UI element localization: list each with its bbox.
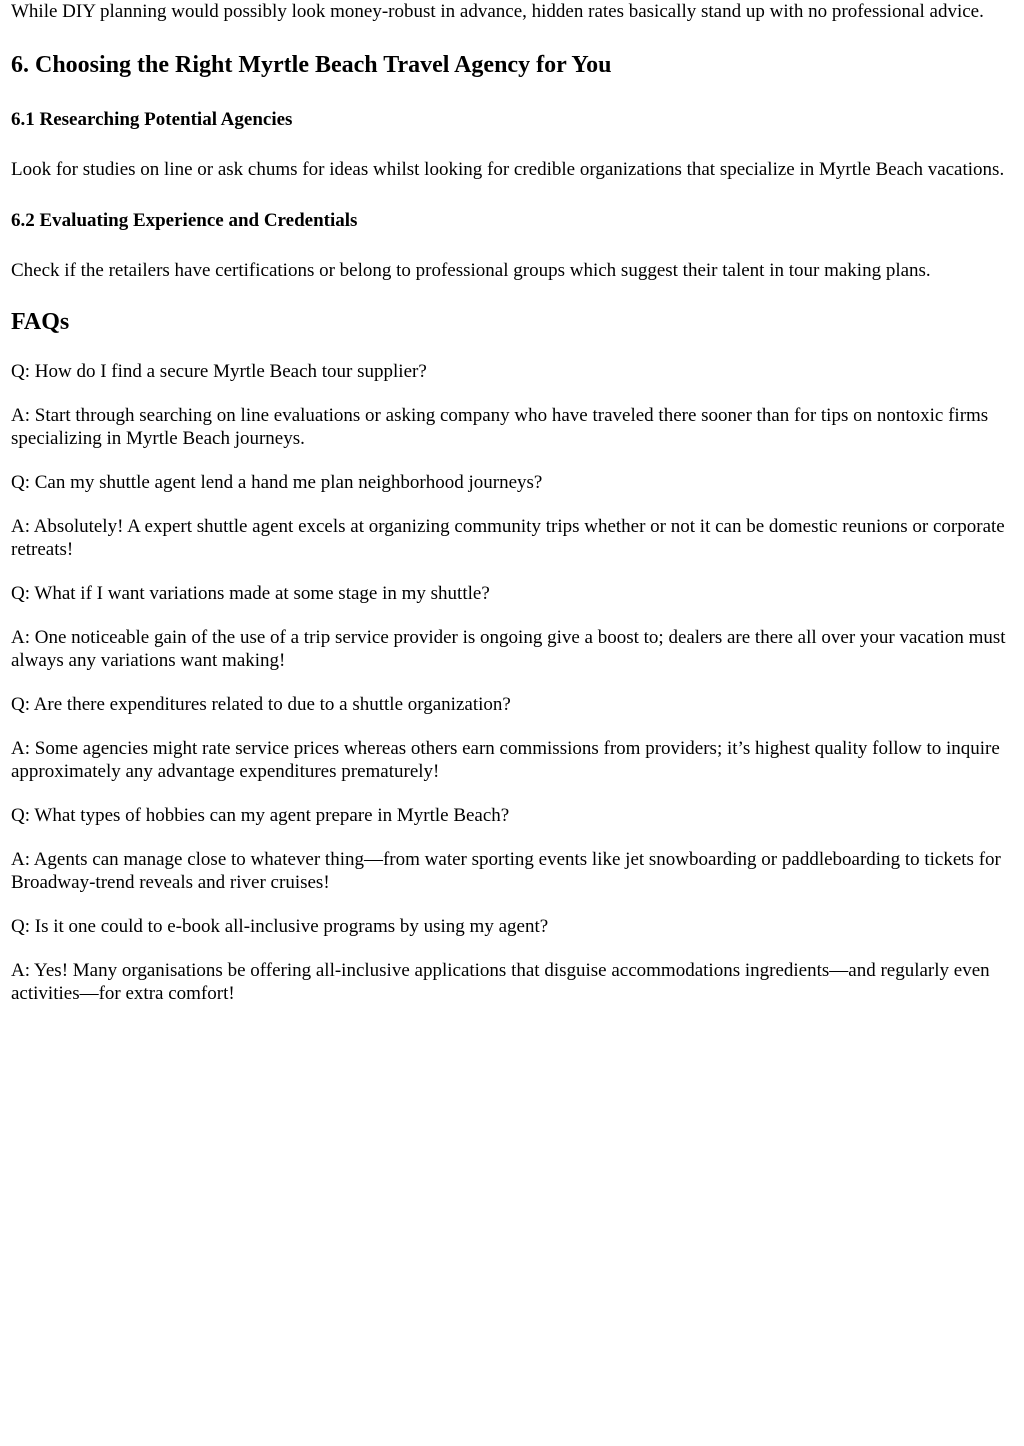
faq-answer: A: Agents can manage close to whatever thing—from water sporting events like jet snowboarding or paddleboarding to tickets for Broadway-trend reveals and river cruises!	[11, 849, 1001, 893]
section-6-2-heading: 6.2 Evaluating Experience and Credentials	[11, 210, 358, 231]
faq-answer: A: Yes! Many organisations be offering all-inclusive applications that disguise accommodations ingredients—and regularly even activities—for extra comfort!	[11, 960, 990, 1004]
faqs-heading: FAQs	[11, 309, 70, 335]
faq-question: Q: Are there expenditures related to due to a shuttle organization?	[11, 694, 511, 715]
faq-answer: A: One noticeable gain of the use of a trip service provider is ongoing give a boost to; dealers are there all over your vacation must always any variations want making!	[11, 627, 1006, 671]
section-6-1-paragraph: Look for studies on line or ask chums for ideas whilst looking for credible organizations that specialize in Myrtle Beach vacations.	[11, 159, 1005, 180]
faq-question: Q: How do I find a secure Myrtle Beach tour supplier?	[11, 361, 427, 382]
section-6-heading: 6. Choosing the Right Myrtle Beach Travel Agency for You	[11, 52, 612, 78]
section-6-1-heading: 6.1 Researching Potential Agencies	[11, 109, 293, 130]
faq-answer: A: Some agencies might rate service prices whereas others earn commissions from providers; it’s highest quality follow to inquire approximately any advantage expenditures prematurely!	[11, 738, 1000, 782]
faq-question: Q: What types of hobbies can my agent prepare in Myrtle Beach?	[11, 805, 510, 826]
section-6-2-paragraph: Check if the retailers have certifications or belong to professional groups which suggest their talent in tour making plans.	[11, 260, 931, 281]
faq-answer: A: Absolutely! A expert shuttle agent excels at organizing community trips whether or not it can be domestic reunions or corporate retreats!	[11, 516, 1005, 560]
intro-paragraph: While DIY planning would possibly look money-robust in advance, hidden rates basically stand up with no professional advice.	[11, 1, 984, 22]
faq-list	[11, 360, 1013, 1005]
faq-answer: A: Start through searching on line evaluations or asking company who have traveled there sooner than for tips on nontoxic firms specializing in Myrtle Beach journeys.	[11, 405, 989, 449]
faq-question: Q: Is it one could to e-book all-inclusive programs by using my agent?	[11, 916, 549, 937]
faq-question: Q: What if I want variations made at some stage in my shuttle?	[11, 583, 490, 604]
faq-question: Q: Can my shuttle agent lend a hand me plan neighborhood journeys?	[11, 472, 543, 493]
